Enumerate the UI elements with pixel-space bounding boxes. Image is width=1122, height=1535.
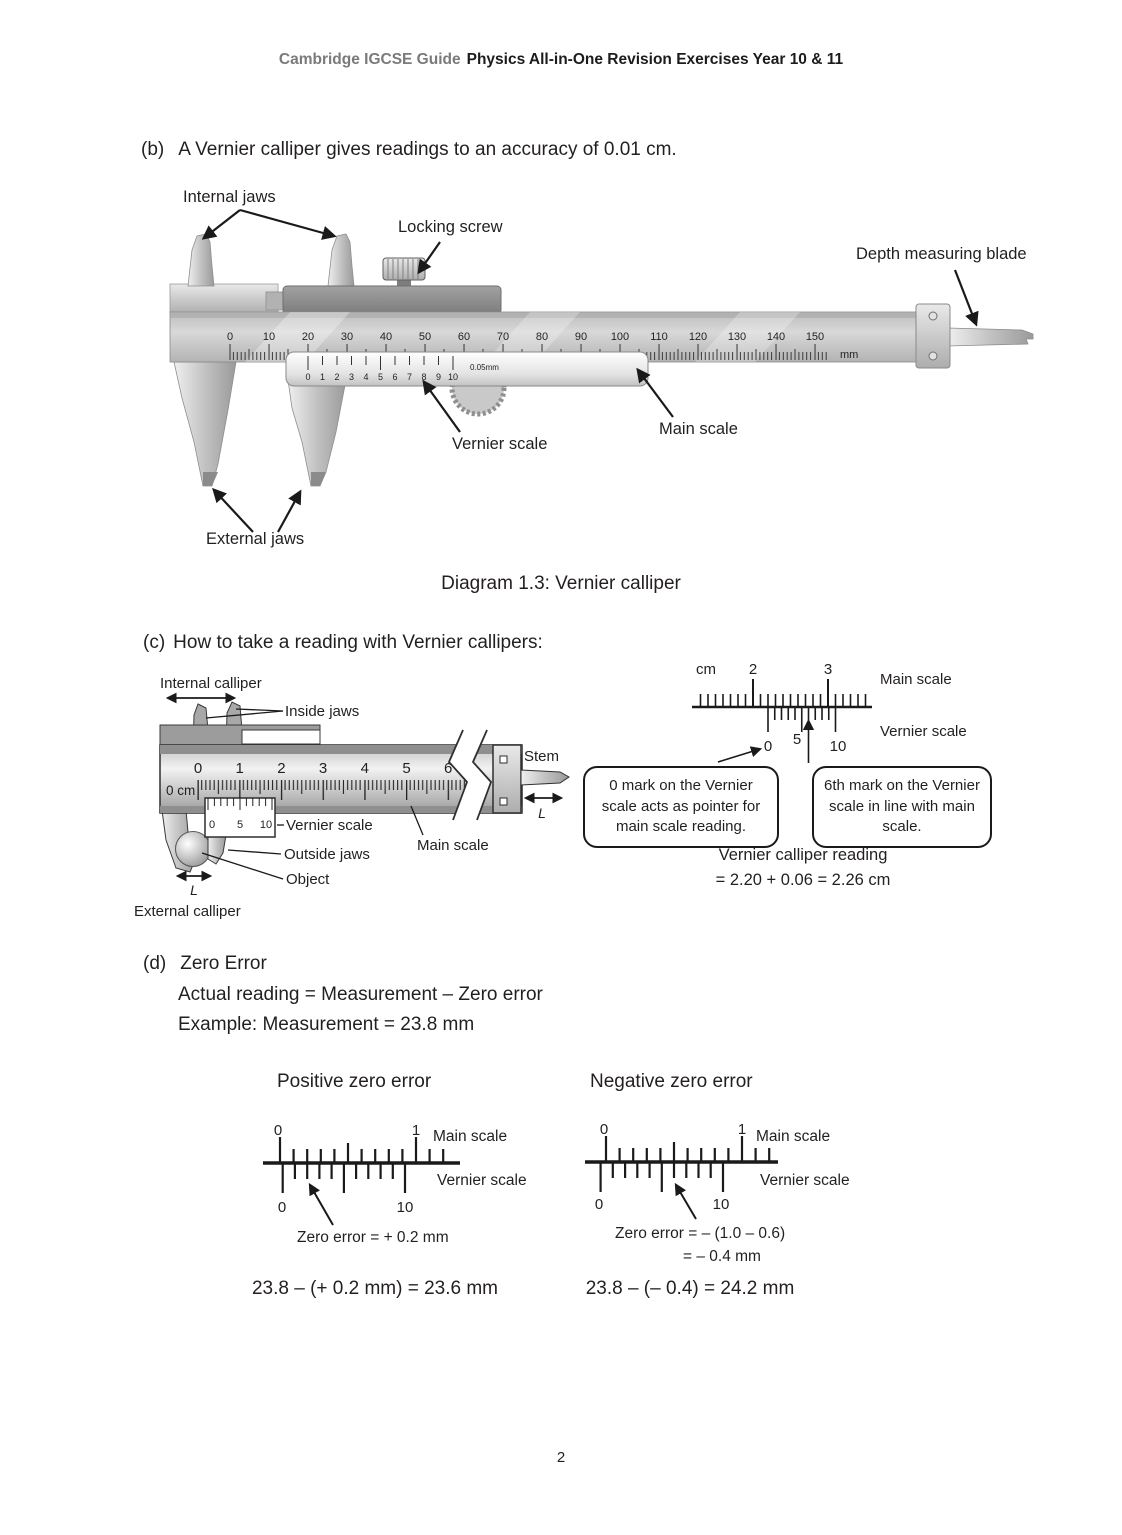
svg-text:80: 80 xyxy=(535,331,549,343)
label-vernier-scale: Vernier scale xyxy=(452,435,548,453)
svg-text:6: 6 xyxy=(444,760,453,777)
reading-result xyxy=(648,843,958,893)
zero-cm-label: 0 cm xyxy=(166,783,196,798)
nz-arrow xyxy=(676,1185,696,1219)
svg-text:3: 3 xyxy=(348,372,355,382)
svg-text:30: 30 xyxy=(340,331,354,343)
svg-text:50: 50 xyxy=(418,331,432,343)
svg-text:9: 9 xyxy=(435,372,442,382)
label-internal-jaws: Internal jaws xyxy=(183,188,276,206)
label-depth-blade: Depth measuring blade xyxy=(856,245,1027,263)
cm-unit-label: cm xyxy=(696,661,716,678)
nz-error-line2: = – 0.4 mm xyxy=(683,1248,761,1265)
nz-vernier-ticks xyxy=(601,1162,723,1192)
positive-zero-error-title: Positive zero error xyxy=(277,1071,432,1092)
svg-text:2: 2 xyxy=(334,372,340,382)
section-c-text: How to take a reading with Vernier callipers: xyxy=(173,632,543,653)
svg-text:2: 2 xyxy=(277,760,286,777)
svg-text:10: 10 xyxy=(262,331,276,343)
svg-text:1: 1 xyxy=(235,760,244,777)
svg-text:150: 150 xyxy=(805,331,825,343)
section-b-label: (b) xyxy=(141,139,165,160)
svg-text:140: 140 xyxy=(766,331,786,343)
svg-text:3: 3 xyxy=(318,760,328,777)
internal-fixed-jaw xyxy=(188,234,214,286)
section-d-heading xyxy=(143,953,267,975)
nz-main-scale-label: Main scale xyxy=(756,1128,831,1145)
svg-text:70: 70 xyxy=(496,331,510,343)
page-number: 2 xyxy=(556,1449,566,1466)
header-series: Cambridge IGCSE Guide xyxy=(278,51,461,68)
pz-main-scale-label: Main scale xyxy=(433,1128,508,1145)
pz-vernier-0: 0 xyxy=(277,1199,287,1216)
locking-screw xyxy=(383,258,425,290)
svg-text:100: 100 xyxy=(610,331,630,343)
vernier-precision: 0.05mm xyxy=(470,363,499,372)
ball-length-symbol: L xyxy=(190,882,198,898)
svg-text:130: 130 xyxy=(727,331,747,343)
section-c-label: (c) xyxy=(143,632,166,653)
pz-vernier-scale-label: Vernier scale xyxy=(437,1172,527,1189)
internal-moving-jaw xyxy=(328,234,354,286)
head-slot xyxy=(242,730,320,744)
svg-text:0: 0 xyxy=(305,372,311,382)
svg-text:20: 20 xyxy=(301,331,315,343)
pz-arrow xyxy=(310,1185,333,1225)
svg-text:5: 5 xyxy=(377,372,384,382)
label-external-jaws: External jaws xyxy=(206,530,305,548)
label-locking-screw: Locking screw xyxy=(398,218,503,236)
svg-text:5: 5 xyxy=(236,819,244,831)
reading-vernier-ticks xyxy=(768,707,836,732)
calliper-head xyxy=(170,284,278,314)
vernier-calliper-diagram xyxy=(140,180,1050,570)
section-c-heading xyxy=(143,632,543,654)
svg-text:7: 7 xyxy=(406,372,413,382)
svg-text:8: 8 xyxy=(421,372,427,382)
reading-main-scale-label: Main scale xyxy=(880,671,952,688)
pz-main-0: 0 xyxy=(273,1122,283,1139)
positive-zero-error-diagram xyxy=(230,1095,560,1270)
vernier-10-label: 10 xyxy=(829,738,847,755)
svg-text:4: 4 xyxy=(363,372,369,382)
external-moving-jaw xyxy=(288,380,346,486)
reading-result-title: Vernier calliper reading xyxy=(718,846,888,864)
svg-text:6: 6 xyxy=(392,372,398,382)
label-inside-jaws: Inside jaws xyxy=(285,703,360,720)
small-vernier-box xyxy=(205,798,275,837)
label-external-calliper: External calliper xyxy=(134,903,241,920)
svg-text:60: 60 xyxy=(457,331,471,343)
page-header xyxy=(0,51,1122,69)
section-d-title: Zero Error xyxy=(180,953,267,974)
pz-main-1: 1 xyxy=(411,1122,421,1139)
label-small-main-scale: Main scale xyxy=(417,837,489,854)
section-d-label: (d) xyxy=(143,953,167,974)
reading-result-value: = 2.20 + 0.06 = 2.26 cm xyxy=(715,870,891,889)
diagram-caption: Diagram 1.3: Vernier calliper xyxy=(441,573,681,594)
nz-main-ticks xyxy=(606,1136,769,1162)
svg-text:90: 90 xyxy=(574,331,588,343)
pz-error-text: Zero error = + 0.2 mm xyxy=(297,1229,449,1246)
svg-text:1: 1 xyxy=(319,372,326,382)
mm-unit: mm xyxy=(840,349,859,361)
main-tick-3: 3 xyxy=(823,661,833,678)
pz-vernier-10: 10 xyxy=(396,1199,414,1216)
label-main-scale: Main scale xyxy=(659,420,738,438)
nz-vernier-0: 0 xyxy=(594,1196,604,1213)
nz-vernier-scale-label: Vernier scale xyxy=(760,1172,850,1189)
end-cap xyxy=(916,304,950,368)
svg-text:0: 0 xyxy=(226,331,234,343)
svg-text:4: 4 xyxy=(360,760,369,777)
label-small-vernier-scale: Vernier scale xyxy=(286,817,373,834)
svg-text:110: 110 xyxy=(650,331,668,343)
positive-correction-equation: 23.8 – (+ 0.2 mm) = 23.6 mm xyxy=(251,1278,499,1299)
callout-sixth-mark: 6th mark on the Vernier scale in line with main scale. xyxy=(812,766,992,848)
svg-text:40: 40 xyxy=(379,331,393,343)
stem-length-symbol: L xyxy=(538,805,546,821)
reading-scale-diagram xyxy=(640,648,1100,768)
negative-zero-error-diagram xyxy=(560,1095,920,1285)
negative-zero-error-title: Negative zero error xyxy=(590,1071,753,1092)
pz-vernier-ticks xyxy=(283,1163,405,1193)
vernier-0-label: 0 xyxy=(763,738,773,755)
reading-main-ticks xyxy=(701,679,866,707)
zero-error-example: Example: Measurement = 23.8 mm xyxy=(178,1014,475,1035)
depth-blade xyxy=(948,328,1033,346)
svg-text:10: 10 xyxy=(259,819,273,831)
zero-error-formula: Actual reading = Measurement – Zero error xyxy=(178,984,543,1005)
label-stem: Stem xyxy=(524,748,560,765)
svg-text:10: 10 xyxy=(447,372,459,382)
label-outside-jaws: Outside jaws xyxy=(284,846,370,863)
external-fixed-jaw xyxy=(174,362,236,486)
svg-text:5: 5 xyxy=(402,760,411,777)
main-tick-2: 2 xyxy=(748,661,758,678)
vernier-plate xyxy=(286,352,648,386)
svg-text:0: 0 xyxy=(193,760,203,777)
nz-vernier-10: 10 xyxy=(712,1196,730,1213)
callout-pointer: 0 mark on the Vernier scale acts as pointer for main scale reading. xyxy=(583,766,779,848)
svg-text:120: 120 xyxy=(688,331,708,343)
negative-correction-equation: 23.8 – (– 0.4) = 24.2 mm xyxy=(585,1278,795,1299)
section-b-text: A Vernier calliper gives readings to an accuracy of 0.01 cm. xyxy=(178,139,677,160)
nz-main-0: 0 xyxy=(599,1121,609,1138)
vernier-5-label: 5 xyxy=(792,731,802,748)
svg-text:0: 0 xyxy=(208,819,216,831)
section-b-heading xyxy=(141,139,677,161)
pointer-arrow-to-zero xyxy=(718,749,760,762)
slider-block xyxy=(283,286,501,314)
header-title: Physics All-in-One Revision Exercises Year 10 & 11 xyxy=(466,51,844,68)
nz-main-1: 1 xyxy=(737,1121,747,1138)
slider-notch xyxy=(266,292,284,310)
label-object: Object xyxy=(286,871,330,888)
label-internal-calliper: Internal calliper xyxy=(160,675,262,692)
pz-main-ticks xyxy=(280,1137,443,1163)
reading-vernier-scale-label: Vernier scale xyxy=(880,723,967,740)
reading-calliper-diagram xyxy=(128,660,588,940)
nz-error-line1: Zero error = – (1.0 – 0.6) xyxy=(615,1225,786,1242)
